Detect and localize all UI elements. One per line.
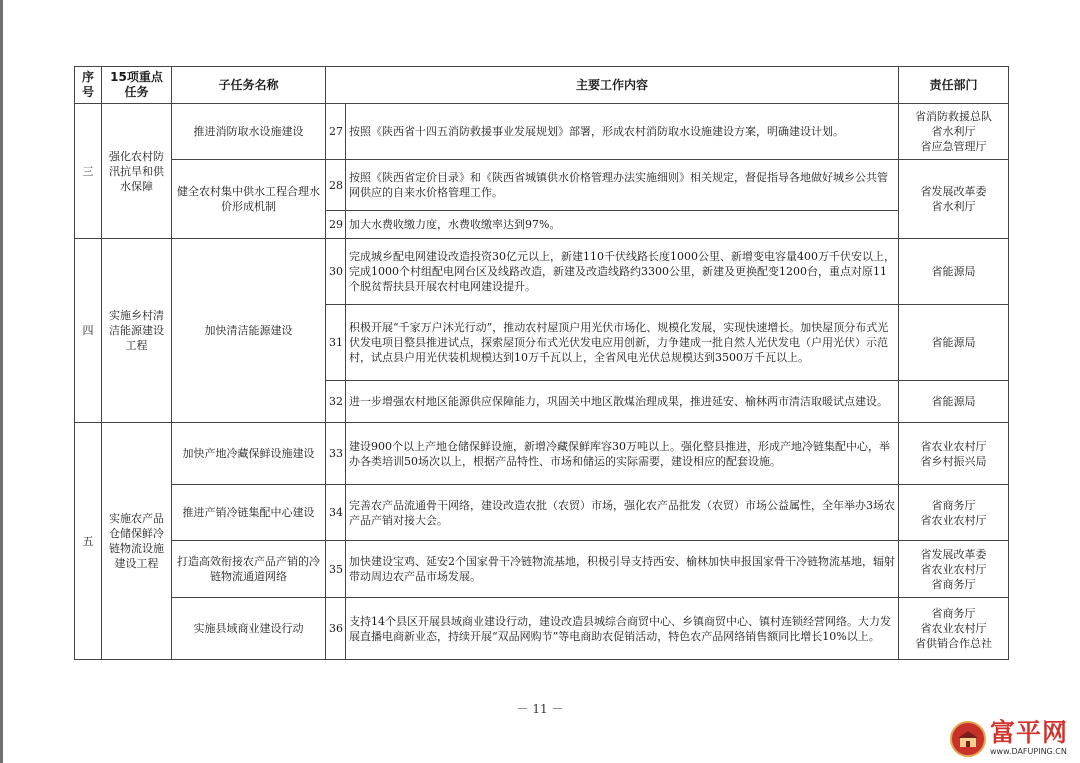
item-content: 积极开展“千家万户沐光行动”，推动农村屋顶户用光伏市场化、规模化发展，实现快速增长。加快屋顶分布式光伏发电项目整县推进试点，探索屋顶分布式光伏发电应用创新，力争建成一批自然人光伏发电（户用光伏）示范村，试点县户用光伏装机规模达到10万千瓦以上，全省风电光伏总规模达到3500万千瓦以上。	[346, 305, 899, 381]
dept-cell: 省商务厅 省农业农村厅 省供销合作总社	[899, 598, 1009, 660]
watermark-brand: 富平网	[990, 718, 1069, 747]
task-cell: 强化农村防汛抗旱和供水保障	[102, 104, 172, 239]
dept-cell: 省发展改革委 省水利厅	[899, 160, 1009, 239]
dept-cell: 省能源局	[899, 239, 1009, 305]
page-number: － 11 －	[516, 702, 564, 716]
task-cell: 实施乡村清洁能源建设工程	[102, 239, 172, 423]
subtask-cell: 加快产地冷藏保鲜设施建设	[172, 423, 326, 485]
table-row	[75, 485, 1009, 541]
watermark-logo	[950, 718, 1078, 760]
item-number: 35	[326, 541, 346, 598]
subtask-cell: 打造高效衔接农产品产销的冷链物流通道网络	[172, 541, 326, 598]
item-number: 36	[326, 598, 346, 660]
dept-cell: 省发展改革委 省农业农村厅 省商务厅	[899, 541, 1009, 598]
watermark-emblem-icon	[950, 721, 986, 757]
item-content: 建设900个以上产地仓储保鲜设施，新增冷藏保鲜库容30万吨以上。强化整县推进，形成产地冷链集配中心，举办各类培训50场次以上，根据产品特性、市场和储运的实际需要，建设相应的配套设施。	[346, 423, 899, 485]
subtask-cell: 推进消防取水设施建设	[172, 104, 326, 160]
item-number: 27	[326, 104, 346, 160]
item-content: 按照《陕西省定价目录》和《陕西省城镇供水价格管理办法实施细则》相关规定，督促指导各地做好城乡公共管网供应的自来水价格管理工作。	[346, 160, 899, 211]
item-number: 34	[326, 485, 346, 541]
item-number: 30	[326, 239, 346, 305]
header-seq: 序号	[75, 67, 102, 104]
task-cell: 实施农产品仓储保鲜冷链物流设施建设工程	[102, 423, 172, 660]
dept-cell: 省消防救援总队 省水利厅 省应急管理厅	[899, 104, 1009, 160]
header-content: 主要工作内容	[326, 67, 899, 104]
item-content: 按照《陕西省十四五消防救援事业发展规划》部署，形成农村消防取水设施建设方案，明确建设计划。	[346, 104, 899, 160]
item-number: 33	[326, 423, 346, 485]
table-row	[75, 541, 1009, 598]
table-row	[75, 598, 1009, 660]
item-content: 支持14个县区开展县域商业建设行动，建设改造县城综合商贸中心、乡镇商贸中心、镇村连锁经营网络。大力发展直播电商新业态，持续开展“双品网购节”等电商助农促销活动，特色农产品网络销售额同比增长10%以上。	[346, 598, 899, 660]
table-row	[75, 160, 1009, 211]
item-number: 31	[326, 305, 346, 381]
seq-cell: 四	[75, 239, 102, 423]
item-content: 完成城乡配电网建设改造投资30亿元以上，新建110千伏线路长度1000公里、新增变电容量400万千伏安以上，完成1000个村组配电网台区及线路改造，新建及改造线路约3300公里，新建及更换配变1200台，重点对原11个脱贫帮扶县开展农村电网建设提升。	[346, 239, 899, 305]
item-content: 加大水费收缴力度，水费收缴率达到97%。	[346, 211, 899, 239]
table-row	[75, 239, 1009, 305]
subtask-cell: 健全农村集中供水工程合理水价形成机制	[172, 160, 326, 239]
table-row	[75, 104, 1009, 160]
item-number: 28	[326, 160, 346, 211]
subtask-cell: 推进产销冷链集配中心建设	[172, 485, 326, 541]
watermark-url: www.DAFUPING.CN	[990, 747, 1067, 756]
item-number: 32	[326, 381, 346, 423]
header-task: 15项重点任务	[102, 67, 172, 104]
dept-cell: 省农业农村厅 省乡村振兴局	[899, 423, 1009, 485]
item-number: 29	[326, 211, 346, 239]
table-row	[75, 423, 1009, 485]
dept-cell: 省能源局	[899, 305, 1009, 381]
task-table	[74, 66, 1009, 660]
dept-cell: 省商务厅 省农业农村厅	[899, 485, 1009, 541]
seq-cell: 五	[75, 423, 102, 660]
header-subtask: 子任务名称	[172, 67, 326, 104]
item-content: 完善农产品流通骨干网络，建设改造农批（农贸）市场，强化农产品批发（农贸）市场公益属性，全年举办3场农产品产销对接大会。	[346, 485, 899, 541]
item-content: 加快建设宝鸡、延安2个国家骨干冷链物流基地，积极引导支持西安、榆林加快申报国家骨干冷链物流基地，辐射带动周边农产品市场发展。	[346, 541, 899, 598]
seq-cell: 三	[75, 104, 102, 239]
table-header-row	[75, 67, 1009, 104]
item-content: 进一步增强农村地区能源供应保障能力，巩固关中地区散煤治理成果，推进延安、榆林两市清洁取暖试点建设。	[346, 381, 899, 423]
header-dept: 责任部门	[899, 67, 1009, 104]
dept-cell: 省能源局	[899, 381, 1009, 423]
page-edge-bar	[0, 0, 3, 763]
subtask-cell: 加快清洁能源建设	[172, 239, 326, 423]
subtask-cell: 实施县域商业建设行动	[172, 598, 326, 660]
